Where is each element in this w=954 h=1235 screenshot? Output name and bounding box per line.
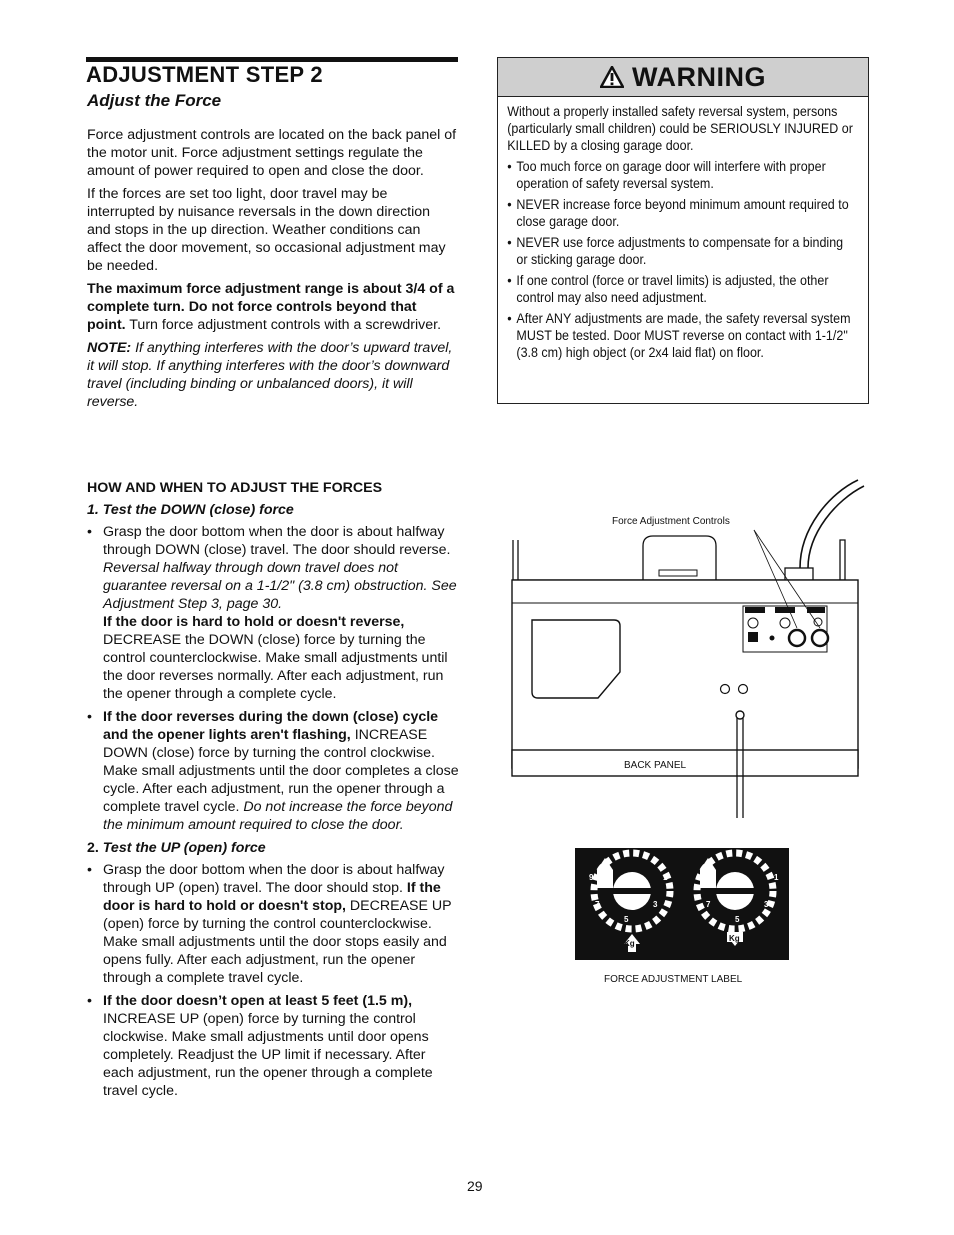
step-2-title-text: Test the UP (open) force bbox=[102, 840, 266, 856]
range-warning-bold: The maximum force adjustment range is about 3/4 of a complete turn. Do not force controls beyond that point. bbox=[87, 281, 455, 333]
step-2-bullet-2-text: INCREASE UP (open) force by turning the control clockwise. Make small adjustments until door opens completely. Readjust the UP limit if necessary. After each adjustment, run the opener through a complete travel cycle. bbox=[103, 1011, 433, 1099]
step-2-bullet-1-rest: DECREASE UP (open) force by turning the control counterclockwise. Make small adjustments until the door stops easily and opens fully. After each adjustment, run the opener through a complete travel cycle. bbox=[103, 898, 452, 986]
dial-number: 7 bbox=[706, 900, 711, 909]
warning-bullet-text: If one control (force or travel limits) is adjusted, the other control may also need adjustment. bbox=[516, 273, 829, 305]
intro-paragraph-2: If the forces are set too light, door travel may be interrupted by nuisance reversals in the down direction and stops in the up direction. Weather conditions can affect the door movement, so occasional adjustment may be needed. bbox=[87, 186, 446, 274]
warning-box bbox=[497, 57, 869, 404]
lens-slot bbox=[659, 570, 697, 576]
warning-bullet bbox=[507, 196, 857, 230]
intro-paragraph-1: Force adjustment controls are located on the back panel of the motor unit. Force adjustment settings regulate the amount of power required to open and close the door. bbox=[87, 127, 457, 179]
step-2-title bbox=[87, 839, 459, 857]
page-title: ADJUSTMENT STEP 2 bbox=[86, 62, 323, 87]
learn-button bbox=[748, 632, 758, 642]
dial-number: 9 bbox=[700, 873, 705, 882]
step-1-bullet-2-bold: If the door reverses during the down (close) cycle and the opener lights aren't flashing, bbox=[103, 709, 439, 743]
warning-bullet bbox=[507, 158, 857, 192]
back-panel-figure bbox=[500, 478, 870, 823]
bullet-dot: • bbox=[507, 197, 512, 212]
page-number: 29 bbox=[467, 1178, 483, 1194]
step-1-bullet-2-text: INCREASE DOWN (close) force by turning the control clockwise. Make small adjustments until the door completes a close cycle. After each adjustment, run the opener through a complete travel cycle. bbox=[103, 727, 459, 815]
bullet-dot: • bbox=[87, 862, 92, 878]
note-paragraph bbox=[87, 339, 457, 411]
down-force-control bbox=[789, 630, 805, 646]
dial-number: 5 bbox=[735, 915, 740, 924]
dial-number: 3 bbox=[764, 900, 769, 909]
bullet-dot: • bbox=[507, 159, 512, 174]
dial-number: 5 bbox=[624, 915, 629, 924]
step-2-bullet-1-bold: If the door is hard to hold or doesn't stop, bbox=[103, 880, 441, 914]
how-heading: HOW AND WHEN TO ADJUST THE FORCES bbox=[87, 480, 383, 496]
note-text: If anything interferes with the door’s upward travel, it will stop. If anything interferes with the door’s downward travel (including binding or unbalanced doors), it will reverse. bbox=[87, 340, 453, 410]
power-cord bbox=[808, 486, 864, 568]
step-1-bullet-1-bold: If the door is hard to hold or doesn't reverse, bbox=[103, 614, 405, 630]
warning-bullet bbox=[507, 234, 857, 268]
callout-force-controls: Force Adjustment Controls bbox=[612, 516, 730, 527]
unit-label: Kg bbox=[624, 939, 635, 948]
bullet-dot: • bbox=[87, 709, 92, 725]
warning-bullet-text: NEVER use force adjustments to compensate for a binding or sticking garage door. bbox=[516, 235, 844, 267]
dial-number: 7 bbox=[595, 900, 600, 909]
force-adjustment-label-figure bbox=[575, 848, 789, 960]
bullet-dot: • bbox=[87, 524, 92, 540]
warning-triangle-icon bbox=[600, 66, 624, 88]
intro-text bbox=[87, 126, 457, 416]
warning-body bbox=[498, 97, 866, 361]
antenna-mount bbox=[736, 711, 744, 719]
dial-number: 9 bbox=[589, 873, 594, 882]
warning-bullet bbox=[507, 272, 857, 306]
step-2-bullet-1-text: Grasp the door bottom when the door is about halfway through UP (open) travel. The door should stop. bbox=[103, 862, 445, 896]
step-2-bullet-1 bbox=[87, 861, 459, 987]
warning-header bbox=[498, 58, 868, 97]
step-1-bullet-1-text: Grasp the door bottom when the door is about halfway through DOWN (close) travel. The door should reverse. bbox=[103, 524, 451, 558]
bullet-dot: • bbox=[507, 311, 512, 326]
section-subtitle: Adjust the Force bbox=[87, 91, 222, 110]
dial-number: 1 bbox=[774, 873, 779, 882]
warning-intro: Without a properly installed safety reversal system, persons (particularly small children) could be SERIOUSLY INJURED or KILLED by a closing garage door. bbox=[507, 104, 853, 153]
unit-label: Kg bbox=[729, 934, 740, 943]
step-1-bullet-1 bbox=[87, 523, 459, 703]
step-2-number: 2. bbox=[87, 840, 99, 856]
warning-bullet bbox=[507, 310, 857, 361]
up-force-control bbox=[812, 630, 828, 646]
warning-label: WARNING bbox=[632, 61, 766, 92]
step-2-bullet-2 bbox=[87, 992, 459, 1100]
step-2-bullet-2-bold: If the door doesn’t open at least 5 feet (1.5 m), bbox=[103, 993, 413, 1009]
step-1-bullet-2 bbox=[87, 708, 459, 834]
note-label: NOTE: bbox=[87, 340, 132, 356]
how-to-adjust bbox=[87, 479, 459, 1105]
step-1-bullet-1-italic: Reversal halfway through down travel does not guarantee reversal on a 1-1/2" (3.8 cm) obstruction. See Adjustment Step 3, page 30. bbox=[103, 560, 457, 612]
step-1-bullet-2-italic: Do not increase the force beyond the minimum amount required to close the door. bbox=[103, 799, 453, 833]
dial-number: 1 bbox=[663, 873, 668, 882]
back-panel-label: BACK PANEL bbox=[624, 760, 687, 771]
bullet-dot: • bbox=[507, 235, 512, 250]
bullet-dot: • bbox=[507, 273, 512, 288]
dial-number: 3 bbox=[653, 900, 658, 909]
step-1-title: 1. Test the DOWN (close) force bbox=[87, 502, 294, 518]
step-1-bullet-1-rest: DECREASE the DOWN (close) force by turning the control counterclockwise. Make small adjustments until the door reverses normally. After each adjustment, run the opener through a complete cycle. bbox=[103, 632, 448, 702]
warning-bullet-text: After ANY adjustments are made, the safety reversal system MUST be tested. Door MUST reverse on contact with 1-1/2" (3.8 cm) high object (or 2x4 laid flat) on floor. bbox=[516, 311, 851, 360]
label-plate bbox=[532, 620, 620, 698]
bullet-dot: • bbox=[87, 993, 92, 1009]
warning-bullet-text: NEVER increase force beyond minimum amount required to close garage door. bbox=[516, 197, 849, 229]
intro-paragraph-3 bbox=[87, 280, 457, 334]
warning-bullet-text: Too much force on garage door will interfere with proper operation of safety reversal system. bbox=[516, 159, 826, 191]
force-label-caption: FORCE ADJUSTMENT LABEL bbox=[604, 974, 743, 985]
range-warning-rest: Turn force adjustment controls with a screwdriver. bbox=[125, 317, 442, 333]
